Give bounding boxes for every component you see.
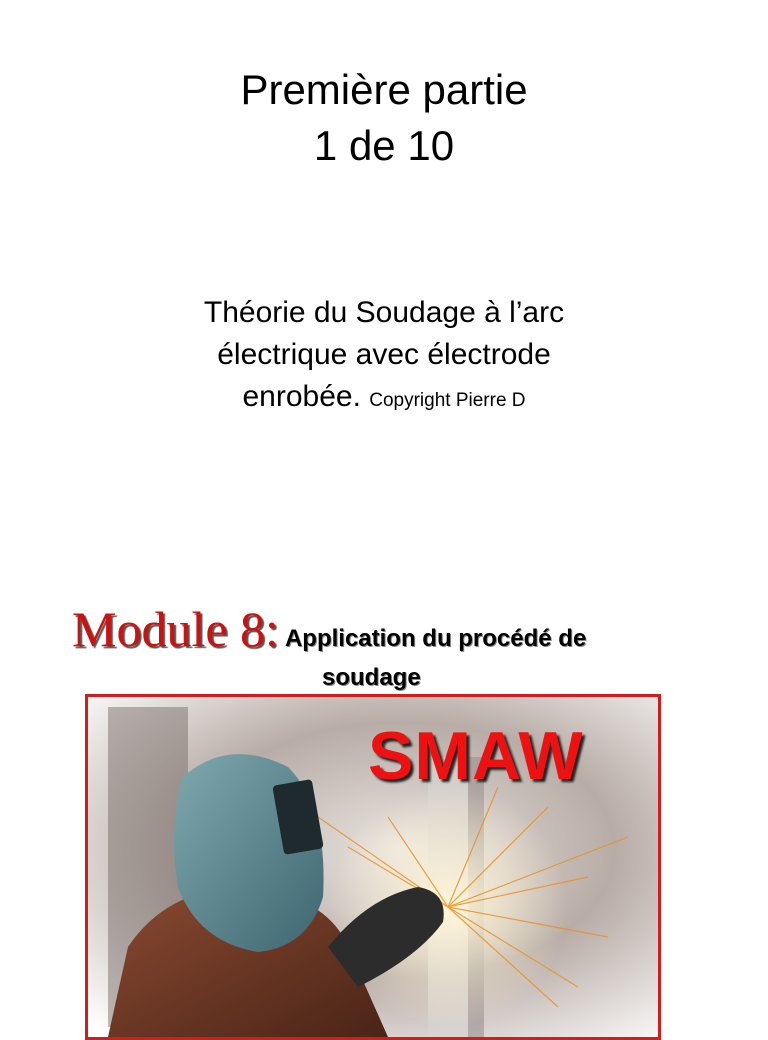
subtitle-line-3: enrobée. — [242, 380, 361, 413]
slide-title-line-2: 1 de 10 — [313, 122, 455, 169]
welder-photo-frame — [85, 694, 661, 1040]
module-heading — [72, 600, 586, 658]
slide-subtitle — [0, 292, 768, 422]
module-number: Module 8 — [72, 601, 266, 657]
slide-title-line-1: Première partie — [240, 66, 528, 113]
module-title-part-2: soudage — [322, 664, 421, 691]
smaw-label: SMAW — [368, 718, 584, 794]
module-colon: : — [265, 601, 279, 657]
subtitle-line-3-wrapper — [0, 376, 768, 422]
module-title-part-1: Application du procédé de — [284, 625, 587, 652]
copyright-text: Copyright Pierre D — [369, 390, 526, 411]
subtitle-line-2: électrique avec électrode — [217, 338, 551, 371]
subtitle-line-1: Théorie du Soudage à l’arc — [203, 296, 565, 329]
